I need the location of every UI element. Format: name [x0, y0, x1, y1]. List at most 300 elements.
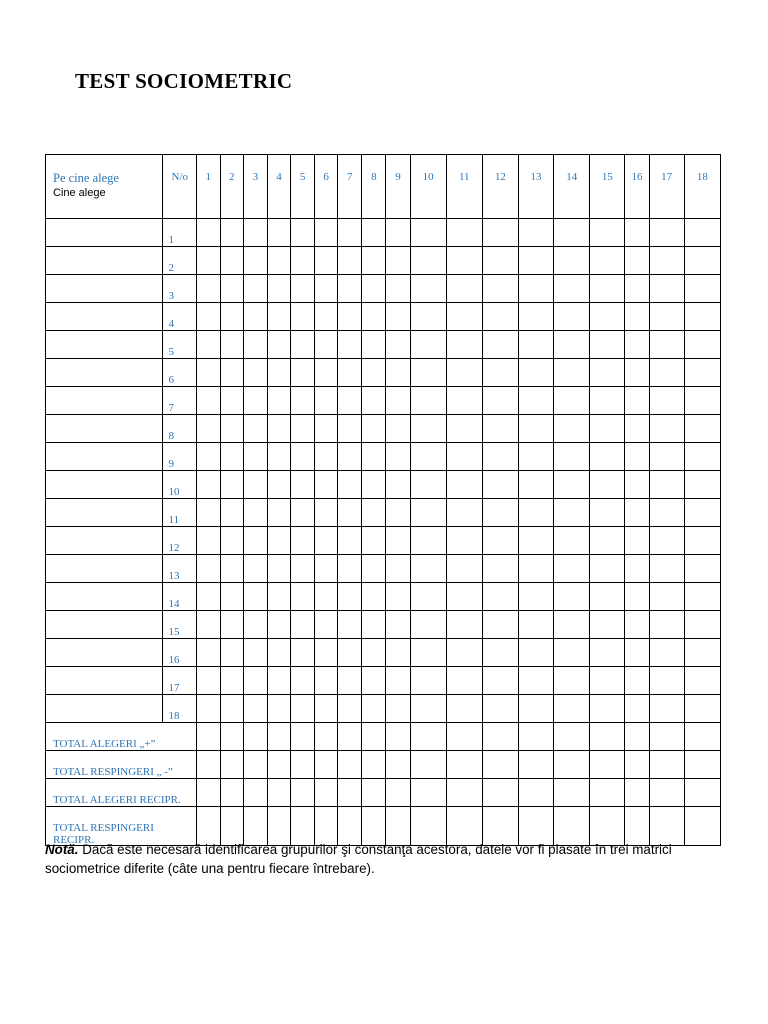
matrix-cell[interactable] [684, 667, 720, 695]
matrix-cell[interactable] [386, 527, 410, 555]
matrix-cell[interactable] [554, 583, 590, 611]
matrix-cell[interactable] [315, 583, 338, 611]
matrix-cell[interactable] [243, 331, 267, 359]
matrix-cell[interactable] [590, 303, 625, 331]
matrix-cell[interactable] [518, 247, 553, 275]
matrix-cell[interactable] [554, 443, 590, 471]
matrix-cell[interactable] [267, 331, 290, 359]
matrix-cell[interactable] [684, 275, 720, 303]
matrix-cell[interactable] [446, 415, 482, 443]
matrix-cell[interactable] [362, 499, 386, 527]
matrix-cell[interactable] [625, 695, 649, 723]
totals-cell[interactable] [315, 723, 338, 751]
matrix-cell[interactable] [446, 555, 482, 583]
matrix-cell[interactable] [554, 639, 590, 667]
matrix-cell[interactable] [590, 611, 625, 639]
matrix-cell[interactable] [243, 275, 267, 303]
totals-cell[interactable] [482, 723, 518, 751]
matrix-cell[interactable] [267, 387, 290, 415]
matrix-cell[interactable] [362, 583, 386, 611]
matrix-cell[interactable] [291, 611, 315, 639]
matrix-cell[interactable] [684, 247, 720, 275]
matrix-cell[interactable] [220, 443, 243, 471]
matrix-cell[interactable] [196, 611, 220, 639]
matrix-cell[interactable] [625, 443, 649, 471]
matrix-cell[interactable] [518, 219, 553, 247]
matrix-cell[interactable] [410, 275, 446, 303]
matrix-cell[interactable] [315, 303, 338, 331]
matrix-cell[interactable] [243, 219, 267, 247]
matrix-cell[interactable] [446, 443, 482, 471]
matrix-cell[interactable] [362, 667, 386, 695]
person-name-cell[interactable] [46, 359, 163, 387]
matrix-cell[interactable] [220, 499, 243, 527]
matrix-cell[interactable] [315, 443, 338, 471]
matrix-cell[interactable] [243, 415, 267, 443]
matrix-cell[interactable] [410, 219, 446, 247]
matrix-cell[interactable] [649, 331, 684, 359]
totals-cell[interactable] [243, 723, 267, 751]
matrix-cell[interactable] [649, 527, 684, 555]
matrix-cell[interactable] [338, 499, 362, 527]
matrix-cell[interactable] [554, 415, 590, 443]
matrix-cell[interactable] [196, 219, 220, 247]
matrix-cell[interactable] [220, 247, 243, 275]
matrix-cell[interactable] [625, 527, 649, 555]
matrix-cell[interactable] [386, 639, 410, 667]
matrix-cell[interactable] [446, 527, 482, 555]
matrix-cell[interactable] [291, 303, 315, 331]
person-name-cell[interactable] [46, 471, 163, 499]
matrix-cell[interactable] [338, 415, 362, 443]
matrix-cell[interactable] [220, 303, 243, 331]
matrix-cell[interactable] [291, 331, 315, 359]
matrix-cell[interactable] [243, 555, 267, 583]
matrix-cell[interactable] [338, 247, 362, 275]
matrix-cell[interactable] [518, 639, 553, 667]
matrix-cell[interactable] [684, 695, 720, 723]
matrix-cell[interactable] [410, 359, 446, 387]
matrix-cell[interactable] [386, 275, 410, 303]
matrix-cell[interactable] [625, 359, 649, 387]
person-name-cell[interactable] [46, 527, 163, 555]
totals-cell[interactable] [482, 751, 518, 779]
matrix-cell[interactable] [482, 219, 518, 247]
matrix-cell[interactable] [291, 359, 315, 387]
totals-cell[interactable] [291, 779, 315, 807]
totals-cell[interactable] [386, 751, 410, 779]
person-name-cell[interactable] [46, 499, 163, 527]
matrix-cell[interactable] [315, 275, 338, 303]
matrix-cell[interactable] [196, 555, 220, 583]
matrix-cell[interactable] [243, 247, 267, 275]
matrix-cell[interactable] [649, 639, 684, 667]
matrix-cell[interactable] [684, 583, 720, 611]
matrix-cell[interactable] [554, 527, 590, 555]
matrix-cell[interactable] [362, 611, 386, 639]
matrix-cell[interactable] [362, 555, 386, 583]
matrix-cell[interactable] [362, 303, 386, 331]
totals-cell[interactable] [291, 751, 315, 779]
matrix-cell[interactable] [243, 583, 267, 611]
matrix-cell[interactable] [220, 331, 243, 359]
matrix-cell[interactable] [625, 387, 649, 415]
matrix-cell[interactable] [196, 275, 220, 303]
totals-cell[interactable] [267, 723, 290, 751]
matrix-cell[interactable] [482, 415, 518, 443]
matrix-cell[interactable] [220, 583, 243, 611]
matrix-cell[interactable] [315, 415, 338, 443]
matrix-cell[interactable] [196, 415, 220, 443]
matrix-cell[interactable] [684, 359, 720, 387]
person-name-cell[interactable] [46, 331, 163, 359]
matrix-cell[interactable] [482, 247, 518, 275]
totals-cell[interactable] [315, 779, 338, 807]
matrix-cell[interactable] [291, 555, 315, 583]
matrix-cell[interactable] [625, 639, 649, 667]
totals-cell[interactable] [554, 723, 590, 751]
matrix-cell[interactable] [291, 639, 315, 667]
totals-cell[interactable] [196, 751, 220, 779]
matrix-cell[interactable] [220, 275, 243, 303]
matrix-cell[interactable] [684, 499, 720, 527]
matrix-cell[interactable] [625, 583, 649, 611]
matrix-cell[interactable] [362, 219, 386, 247]
totals-cell[interactable] [220, 779, 243, 807]
matrix-cell[interactable] [554, 331, 590, 359]
matrix-cell[interactable] [196, 387, 220, 415]
matrix-cell[interactable] [518, 555, 553, 583]
matrix-cell[interactable] [362, 275, 386, 303]
totals-cell[interactable] [362, 723, 386, 751]
matrix-cell[interactable] [590, 555, 625, 583]
matrix-cell[interactable] [315, 359, 338, 387]
totals-cell[interactable] [291, 723, 315, 751]
matrix-cell[interactable] [315, 695, 338, 723]
matrix-cell[interactable] [291, 583, 315, 611]
matrix-cell[interactable] [590, 275, 625, 303]
matrix-cell[interactable] [291, 219, 315, 247]
matrix-cell[interactable] [684, 415, 720, 443]
matrix-cell[interactable] [625, 415, 649, 443]
matrix-cell[interactable] [196, 639, 220, 667]
matrix-cell[interactable] [410, 555, 446, 583]
matrix-cell[interactable] [315, 611, 338, 639]
totals-cell[interactable] [590, 751, 625, 779]
matrix-cell[interactable] [362, 443, 386, 471]
matrix-cell[interactable] [362, 527, 386, 555]
person-name-cell[interactable] [46, 555, 163, 583]
totals-cell[interactable] [590, 723, 625, 751]
matrix-cell[interactable] [590, 219, 625, 247]
totals-cell[interactable] [684, 751, 720, 779]
totals-cell[interactable] [243, 751, 267, 779]
matrix-cell[interactable] [291, 527, 315, 555]
totals-cell[interactable] [362, 779, 386, 807]
totals-cell[interactable] [386, 779, 410, 807]
matrix-cell[interactable] [590, 359, 625, 387]
matrix-cell[interactable] [410, 247, 446, 275]
matrix-cell[interactable] [482, 499, 518, 527]
matrix-cell[interactable] [518, 583, 553, 611]
matrix-cell[interactable] [315, 555, 338, 583]
matrix-cell[interactable] [196, 527, 220, 555]
matrix-cell[interactable] [625, 219, 649, 247]
matrix-cell[interactable] [267, 471, 290, 499]
matrix-cell[interactable] [684, 611, 720, 639]
matrix-cell[interactable] [649, 443, 684, 471]
totals-cell[interactable] [649, 751, 684, 779]
matrix-cell[interactable] [410, 303, 446, 331]
matrix-cell[interactable] [338, 303, 362, 331]
matrix-cell[interactable] [386, 247, 410, 275]
matrix-cell[interactable] [291, 275, 315, 303]
matrix-cell[interactable] [410, 499, 446, 527]
matrix-cell[interactable] [446, 583, 482, 611]
totals-cell[interactable] [590, 779, 625, 807]
matrix-cell[interactable] [243, 499, 267, 527]
matrix-cell[interactable] [518, 303, 553, 331]
matrix-cell[interactable] [267, 247, 290, 275]
matrix-cell[interactable] [625, 555, 649, 583]
matrix-cell[interactable] [590, 415, 625, 443]
matrix-cell[interactable] [410, 387, 446, 415]
matrix-cell[interactable] [338, 331, 362, 359]
matrix-cell[interactable] [684, 387, 720, 415]
totals-cell[interactable] [684, 723, 720, 751]
matrix-cell[interactable] [386, 219, 410, 247]
matrix-cell[interactable] [482, 275, 518, 303]
matrix-cell[interactable] [410, 695, 446, 723]
matrix-cell[interactable] [518, 695, 553, 723]
matrix-cell[interactable] [649, 611, 684, 639]
person-name-cell[interactable] [46, 275, 163, 303]
totals-cell[interactable] [649, 723, 684, 751]
matrix-cell[interactable] [338, 695, 362, 723]
matrix-cell[interactable] [649, 247, 684, 275]
matrix-cell[interactable] [590, 471, 625, 499]
matrix-cell[interactable] [625, 275, 649, 303]
matrix-cell[interactable] [446, 359, 482, 387]
totals-cell[interactable] [410, 751, 446, 779]
matrix-cell[interactable] [267, 639, 290, 667]
matrix-cell[interactable] [649, 219, 684, 247]
person-name-cell[interactable] [46, 639, 163, 667]
totals-cell[interactable] [518, 723, 553, 751]
matrix-cell[interactable] [410, 583, 446, 611]
matrix-cell[interactable] [446, 471, 482, 499]
person-name-cell[interactable] [46, 443, 163, 471]
matrix-cell[interactable] [410, 667, 446, 695]
matrix-cell[interactable] [386, 583, 410, 611]
matrix-cell[interactable] [386, 695, 410, 723]
matrix-cell[interactable] [684, 303, 720, 331]
matrix-cell[interactable] [590, 695, 625, 723]
matrix-cell[interactable] [482, 695, 518, 723]
matrix-cell[interactable] [267, 695, 290, 723]
matrix-cell[interactable] [338, 583, 362, 611]
totals-cell[interactable] [338, 751, 362, 779]
matrix-cell[interactable] [684, 471, 720, 499]
matrix-cell[interactable] [243, 443, 267, 471]
matrix-cell[interactable] [590, 527, 625, 555]
matrix-cell[interactable] [291, 247, 315, 275]
matrix-cell[interactable] [220, 695, 243, 723]
matrix-cell[interactable] [267, 583, 290, 611]
matrix-cell[interactable] [196, 471, 220, 499]
matrix-cell[interactable] [243, 471, 267, 499]
person-name-cell[interactable] [46, 219, 163, 247]
matrix-cell[interactable] [196, 499, 220, 527]
matrix-cell[interactable] [386, 359, 410, 387]
matrix-cell[interactable] [196, 667, 220, 695]
matrix-cell[interactable] [243, 667, 267, 695]
matrix-cell[interactable] [386, 611, 410, 639]
matrix-cell[interactable] [243, 639, 267, 667]
matrix-cell[interactable] [220, 219, 243, 247]
matrix-cell[interactable] [267, 359, 290, 387]
person-name-cell[interactable] [46, 303, 163, 331]
matrix-cell[interactable] [386, 471, 410, 499]
totals-cell[interactable] [446, 723, 482, 751]
matrix-cell[interactable] [267, 415, 290, 443]
matrix-cell[interactable] [315, 387, 338, 415]
matrix-cell[interactable] [243, 527, 267, 555]
matrix-cell[interactable] [446, 695, 482, 723]
matrix-cell[interactable] [338, 611, 362, 639]
matrix-cell[interactable] [362, 359, 386, 387]
matrix-cell[interactable] [482, 527, 518, 555]
matrix-cell[interactable] [315, 499, 338, 527]
matrix-cell[interactable] [291, 667, 315, 695]
matrix-cell[interactable] [220, 387, 243, 415]
matrix-cell[interactable] [196, 443, 220, 471]
matrix-cell[interactable] [625, 471, 649, 499]
matrix-cell[interactable] [196, 247, 220, 275]
matrix-cell[interactable] [518, 275, 553, 303]
person-name-cell[interactable] [46, 695, 163, 723]
matrix-cell[interactable] [590, 443, 625, 471]
matrix-cell[interactable] [362, 331, 386, 359]
matrix-cell[interactable] [684, 639, 720, 667]
matrix-cell[interactable] [554, 359, 590, 387]
matrix-cell[interactable] [684, 331, 720, 359]
matrix-cell[interactable] [267, 219, 290, 247]
totals-cell[interactable] [446, 779, 482, 807]
matrix-cell[interactable] [649, 695, 684, 723]
matrix-cell[interactable] [482, 611, 518, 639]
totals-cell[interactable] [410, 779, 446, 807]
matrix-cell[interactable] [410, 611, 446, 639]
totals-cell[interactable] [554, 751, 590, 779]
matrix-cell[interactable] [267, 443, 290, 471]
person-name-cell[interactable] [46, 415, 163, 443]
matrix-cell[interactable] [649, 387, 684, 415]
matrix-cell[interactable] [482, 331, 518, 359]
matrix-cell[interactable] [554, 695, 590, 723]
totals-cell[interactable] [267, 751, 290, 779]
matrix-cell[interactable] [196, 331, 220, 359]
matrix-cell[interactable] [291, 695, 315, 723]
matrix-cell[interactable] [446, 639, 482, 667]
matrix-cell[interactable] [554, 303, 590, 331]
matrix-cell[interactable] [518, 667, 553, 695]
matrix-cell[interactable] [291, 471, 315, 499]
matrix-cell[interactable] [590, 331, 625, 359]
matrix-cell[interactable] [554, 499, 590, 527]
matrix-cell[interactable] [518, 387, 553, 415]
matrix-cell[interactable] [518, 611, 553, 639]
matrix-cell[interactable] [386, 415, 410, 443]
matrix-cell[interactable] [446, 331, 482, 359]
matrix-cell[interactable] [554, 247, 590, 275]
matrix-cell[interactable] [386, 387, 410, 415]
matrix-cell[interactable] [267, 611, 290, 639]
matrix-cell[interactable] [625, 499, 649, 527]
matrix-cell[interactable] [243, 359, 267, 387]
totals-cell[interactable] [315, 751, 338, 779]
matrix-cell[interactable] [243, 303, 267, 331]
matrix-cell[interactable] [410, 471, 446, 499]
matrix-cell[interactable] [684, 219, 720, 247]
matrix-cell[interactable] [338, 359, 362, 387]
matrix-cell[interactable] [315, 667, 338, 695]
matrix-cell[interactable] [649, 359, 684, 387]
matrix-cell[interactable] [267, 667, 290, 695]
matrix-cell[interactable] [482, 667, 518, 695]
person-name-cell[interactable] [46, 247, 163, 275]
matrix-cell[interactable] [482, 303, 518, 331]
matrix-cell[interactable] [625, 667, 649, 695]
matrix-cell[interactable] [267, 499, 290, 527]
totals-cell[interactable] [554, 779, 590, 807]
matrix-cell[interactable] [386, 555, 410, 583]
matrix-cell[interactable] [625, 331, 649, 359]
matrix-cell[interactable] [362, 247, 386, 275]
matrix-cell[interactable] [291, 499, 315, 527]
totals-cell[interactable] [220, 751, 243, 779]
matrix-cell[interactable] [220, 555, 243, 583]
matrix-cell[interactable] [554, 555, 590, 583]
matrix-cell[interactable] [338, 527, 362, 555]
matrix-cell[interactable] [196, 695, 220, 723]
matrix-cell[interactable] [590, 499, 625, 527]
matrix-cell[interactable] [410, 527, 446, 555]
matrix-cell[interactable] [518, 527, 553, 555]
matrix-cell[interactable] [649, 415, 684, 443]
matrix-cell[interactable] [410, 443, 446, 471]
totals-cell[interactable] [518, 779, 553, 807]
matrix-cell[interactable] [518, 443, 553, 471]
matrix-cell[interactable] [386, 443, 410, 471]
totals-cell[interactable] [338, 779, 362, 807]
matrix-cell[interactable] [291, 415, 315, 443]
matrix-cell[interactable] [649, 499, 684, 527]
matrix-cell[interactable] [482, 387, 518, 415]
matrix-cell[interactable] [625, 611, 649, 639]
totals-cell[interactable] [625, 723, 649, 751]
matrix-cell[interactable] [482, 639, 518, 667]
matrix-cell[interactable] [291, 443, 315, 471]
matrix-cell[interactable] [315, 331, 338, 359]
matrix-cell[interactable] [410, 331, 446, 359]
totals-cell[interactable] [684, 779, 720, 807]
matrix-cell[interactable] [649, 303, 684, 331]
totals-cell[interactable] [386, 723, 410, 751]
matrix-cell[interactable] [243, 387, 267, 415]
matrix-cell[interactable] [482, 443, 518, 471]
matrix-cell[interactable] [267, 555, 290, 583]
